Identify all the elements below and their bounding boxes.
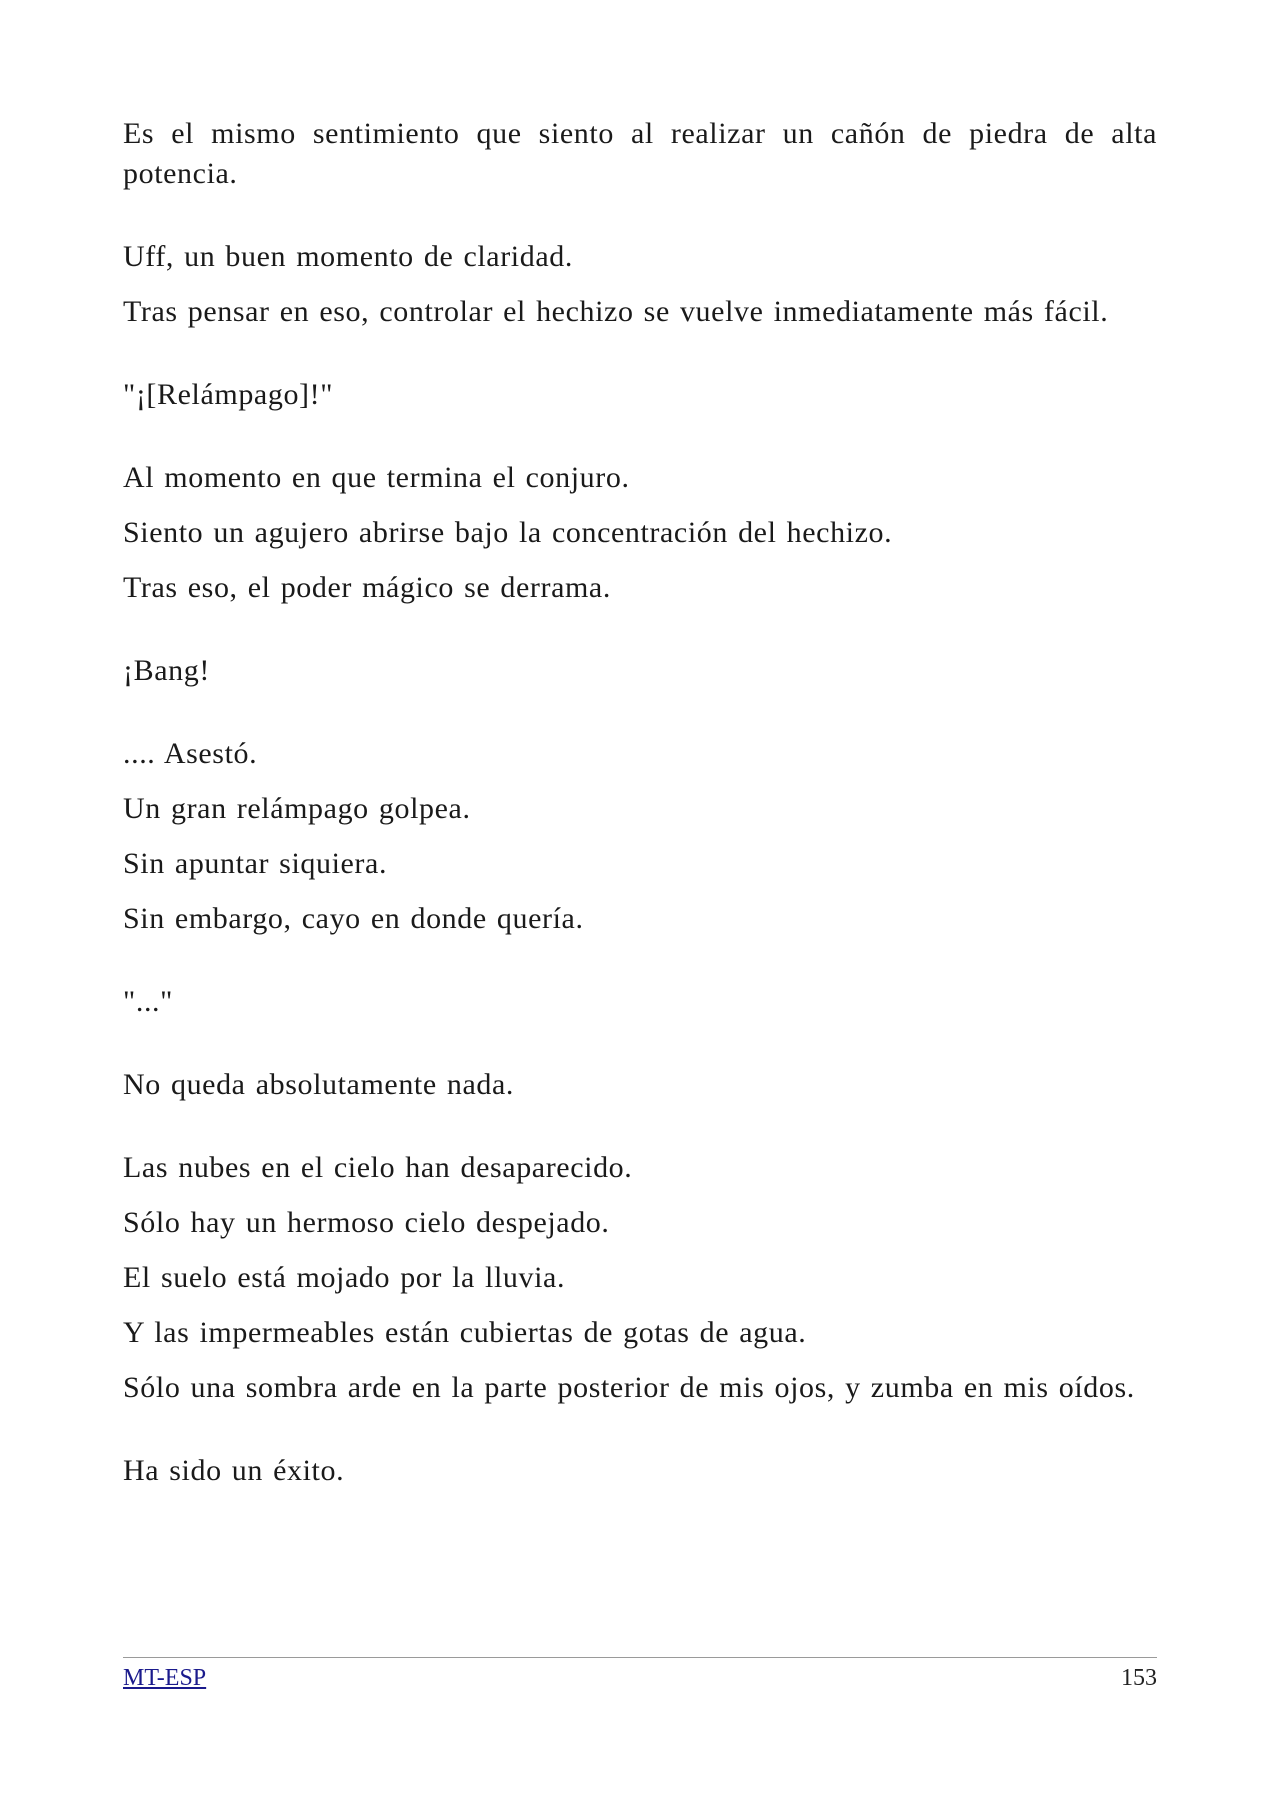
paragraph: Tras pensar en eso, controlar el hechizo se vuelve inmediatamente más fácil. [123,295,1109,328]
paragraph: Sólo hay un hermoso cielo despejado. [123,1206,610,1239]
paragraph: El suelo está mojado por la lluvia. [123,1261,566,1294]
paragraph: Las nubes en el cielo han desaparecido. [123,1151,633,1184]
paragraph: Sin embargo, cayo en donde quería. [123,902,584,935]
page-number: 153 [1121,1665,1157,1691]
paragraph: Un gran relámpago golpea. [123,792,471,825]
paragraph: ¡Bang! [123,654,210,687]
page-footer [123,1657,1157,1694]
paragraph: .... Asestó. [123,737,258,770]
paragraph: Y las impermeables están cubiertas de gotas de agua. [123,1316,807,1349]
footer-link[interactable]: MT-ESP [123,1665,207,1691]
paragraph: Al momento en que termina el conjuro. [123,461,630,494]
page-body [123,114,1157,1491]
paragraph: Uff, un buen momento de claridad. [123,240,573,273]
paragraph: No queda absolutamente nada. [123,1068,515,1101]
paragraph: "..." [123,985,173,1018]
paragraph: Siento un agujero abrirse bajo la concentración del hechizo. [123,516,893,549]
paragraph: "¡[Relámpago]!" [123,378,334,411]
paragraph: Sólo una sombra arde en la parte posterior de mis ojos, y zumba en mis oídos. [123,1371,1135,1404]
paragraph: Es el mismo sentimiento que siento al realizar un cañón de piedra de alta potencia. [123,117,1157,190]
paragraph: Sin apuntar siquiera. [123,847,388,880]
paragraph: Tras eso, el poder mágico se derrama. [123,571,611,604]
paragraph: Ha sido un éxito. [123,1454,345,1487]
